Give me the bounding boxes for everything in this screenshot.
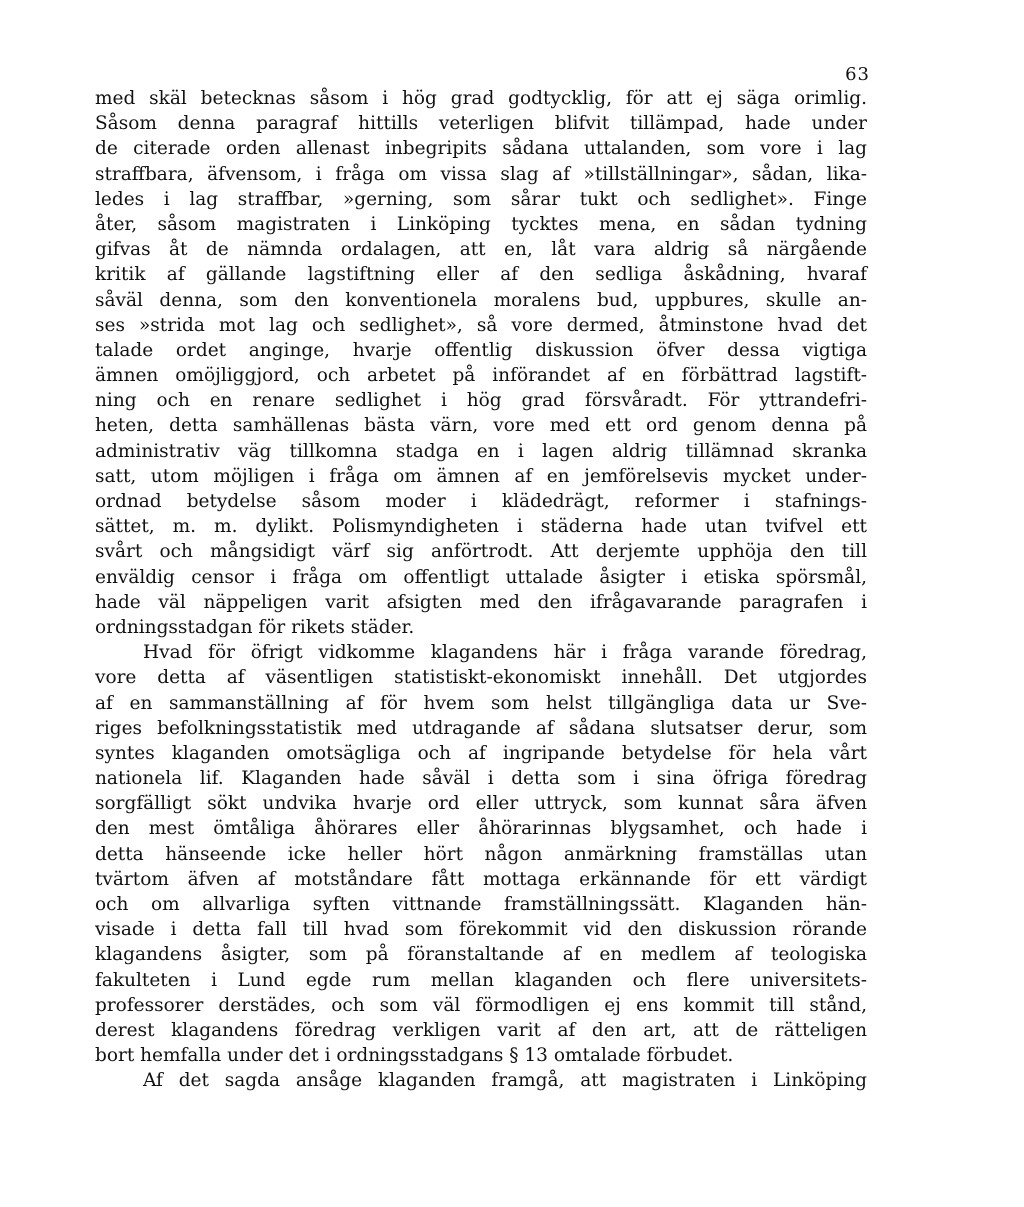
text-line: bort hemfalla under det i ordningsstadgans § 13 omtalade förbudet. (95, 1045, 734, 1067)
text-line: ning och en renare sedlighet i hög grad försvåradt. För yttrandefri- (95, 390, 867, 412)
text-line: med skäl betecknas såsom i hög grad godtycklig, för att ej säga orimlig. (95, 88, 867, 109)
text-line: af en sammanställning af för hvem som helst tillgängliga data ur Sve- (95, 692, 867, 714)
text-line: administrativ väg tillkomna stadga en i lagen aldrig tillämnad skranka (95, 440, 867, 462)
page-number: 63 (845, 64, 870, 85)
text-line: visade i detta fall till hvad som förekommit vid den diskussion rörande (95, 919, 867, 941)
text-line: gifvas åt de nämnda ordalagen, att en, låt vara aldrig så närgående (95, 239, 867, 261)
text-line: riges befolkningsstatistik med utdragande af sådana slutsatser derur, som (95, 717, 867, 739)
text-line: ordnad betydelse såsom moder i klädedrägt, reformer i stafnings- (95, 491, 867, 512)
text-line: såväl denna, som den konventionela moralens bud, uppbures, skulle an- (95, 289, 867, 311)
body-text (95, 86, 867, 1094)
text-line: Hvad för öfrigt vidkomme klagandens här i fråga varande föredrag, (143, 642, 867, 664)
text-line: fakulteten i Lund egde rum mellan klaganden och flere universitets- (95, 969, 867, 991)
text-line: sorgfälligt sökt undvika hvarje ord eller uttryck, som kunnat såra äfven (95, 793, 867, 815)
text-line: den mest ömtåliga åhörares eller åhörarinnas blygsamhet, och hade i (95, 818, 867, 840)
text-line: heten, detta samhällenas bästa värn, vore med ett ord genom denna på (95, 415, 867, 437)
text-line: vore detta af väsentligen statistiskt-ekonomiskt innehåll. Det utgjordes (95, 667, 867, 689)
text-line: nationela lif. Klaganden hade såväl i detta som i sina öfriga föredrag (95, 768, 867, 790)
text-line: straffbara, äfvensom, i fråga om vissa slag af »tillställningar», sådan, lika- (95, 163, 867, 185)
text-line: satt, utom möjligen i fråga om ämnen af en jemförelsevis mycket under- (95, 465, 867, 487)
text-line: klagandens åsigter, som på föranstaltande af en medlem af teologiska (95, 944, 867, 966)
text-line: detta hänseende icke heller hört någon anmärkning framställas utan (95, 843, 867, 865)
text-line: och om allvarliga syften vittnande framställningssätt. Klaganden hän- (95, 894, 867, 915)
text-line: ledes i lag straffbar, »gerning, som sårar tukt och sedlighet». Finge (95, 188, 867, 210)
text-line: talade ordet anginge, hvarje offentlig diskussion öfver dessa vigtiga (95, 339, 867, 361)
text-line: svårt och mångsidigt värf sig anförtrodt. Att derjemte upphöja den till (95, 541, 867, 563)
text-line: ordningsstadgan för rikets städer. (95, 616, 415, 638)
text-line: de citerade orden allenast inbegripits sådana uttalanden, som vore i lag (95, 138, 867, 160)
text-line: Af det sagda ansåge klaganden framgå, att magistraten i Linköping (143, 1070, 867, 1092)
text-line: Såsom denna paragraf hittills veterligen blifvit tillämpad, hade under (95, 113, 867, 135)
text-line: ämnen omöjliggjord, och arbetet på införandet af en förbättrad lagstift- (95, 365, 867, 387)
text-line: enväldig censor i fråga om offentligt uttalade åsigter i etiska spörsmål, (95, 566, 867, 588)
text-line: kritik af gällande lagstiftning eller af den sedliga åskådning, hvaraf (95, 264, 867, 286)
text-line: tvärtom äfven af motståndare fått mottaga erkännande för ett värdigt (95, 868, 867, 890)
text-line: hade väl näppeligen varit afsigten med den ifrågavarande paragrafen i (95, 591, 867, 613)
text-line: professorer derstädes, och som väl förmodligen ej ens kommit till stånd, (95, 994, 867, 1016)
text-line: ses »strida mot lag och sedlighet», så vore dermed, åtminstone hvad det (95, 314, 867, 336)
text-line: sättet, m. m. dylikt. Polismyndigheten i städerna hade utan tvifvel ett (95, 516, 867, 538)
text-line: derest klagandens föredrag verkligen varit af den art, att de rätteligen (95, 1019, 867, 1041)
text-line: syntes klaganden omotsägliga och af ingripande betydelse för hela vårt (95, 742, 867, 764)
text-line: åter, såsom magistraten i Linköping tycktes mena, en sådan tydning (95, 213, 867, 235)
